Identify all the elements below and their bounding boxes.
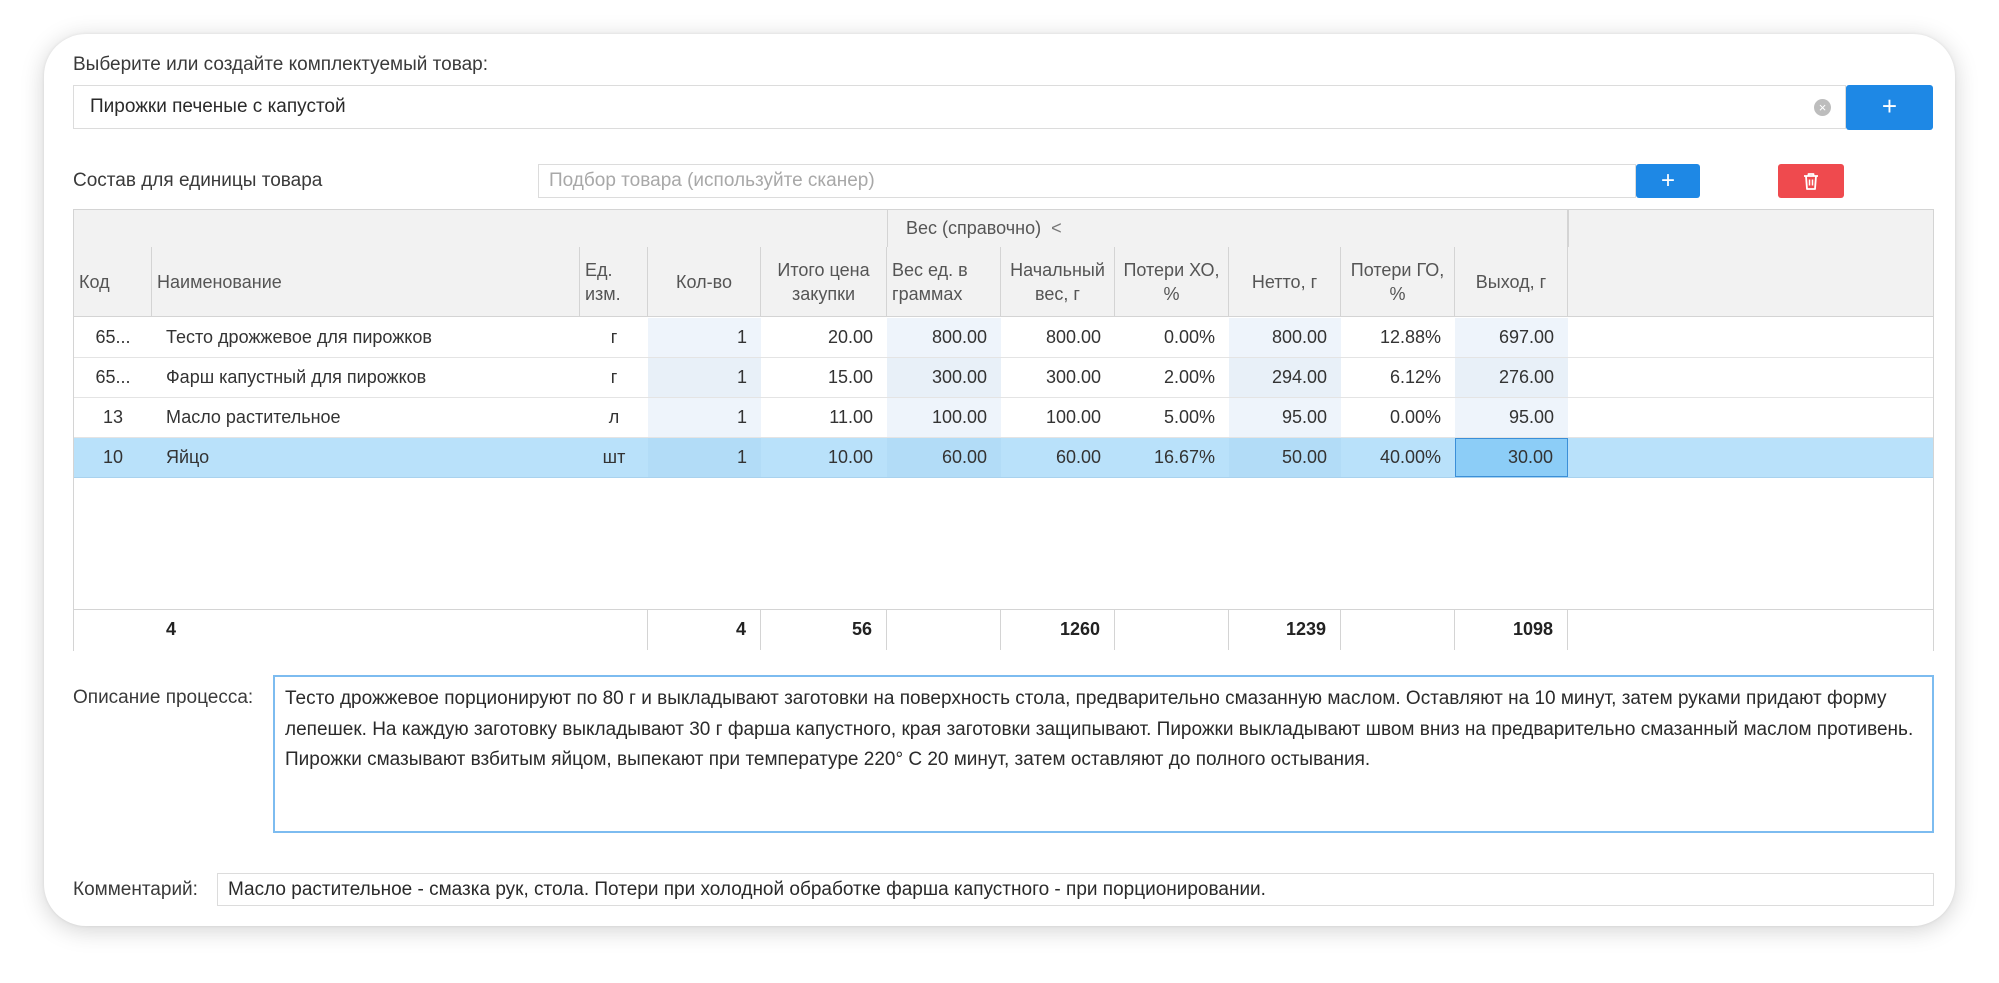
cell-net[interactable]: 294.00: [1229, 358, 1341, 397]
composition-label: Состав для единицы товара: [73, 170, 323, 191]
cell-heat-loss: 0.00%: [1389, 407, 1441, 427]
cell-cold-loss: 5.00%: [1163, 407, 1215, 427]
table-row[interactable]: [74, 398, 1933, 438]
cell-name: Тесто дрожжевое для пирожков: [166, 327, 432, 347]
cell-cold-loss: 2.00%: [1163, 367, 1215, 387]
cell-qty[interactable]: 1: [648, 318, 761, 357]
product-select[interactable]: [73, 85, 1846, 129]
cell-initial-weight: 60.00: [1055, 447, 1101, 467]
col-header-unit-weight[interactable]: Вес ед. в граммах: [887, 247, 1001, 316]
total-spacer: [1115, 609, 1229, 650]
comment-label: Комментарий:: [73, 879, 198, 900]
clear-icon[interactable]: ×: [1814, 99, 1831, 116]
col-header-unit[interactable]: Ед. изм.: [580, 247, 648, 316]
table-row[interactable]: [74, 318, 1933, 358]
cell-total-price: 20.00: [827, 327, 873, 347]
cell-net[interactable]: 50.00: [1229, 438, 1341, 477]
cell-code: 65...: [95, 327, 131, 347]
cell-net[interactable]: 95.00: [1229, 398, 1341, 437]
cell-unit-weight[interactable]: 60.00: [887, 438, 1001, 477]
cell-qty[interactable]: 1: [648, 438, 761, 477]
total-count: 4: [152, 609, 648, 650]
cell-code: 65...: [95, 367, 131, 387]
item-search-input[interactable]: [538, 164, 1636, 198]
cell-qty[interactable]: 1: [648, 358, 761, 397]
cell-unit-weight[interactable]: 300.00: [887, 358, 1001, 397]
cell-name: Масло растительное: [166, 407, 341, 427]
total-qty: 4: [648, 609, 761, 650]
cell-heat-loss: 40.00%: [1379, 447, 1441, 467]
col-header-net[interactable]: Нетто, г: [1229, 247, 1341, 316]
comment-input[interactable]: [217, 873, 1934, 906]
cell-heat-loss: 12.88%: [1379, 327, 1441, 347]
process-label: Описание процесса:: [73, 687, 254, 708]
process-description-textarea[interactable]: Тесто дрожжевое порционируют по 80 г и выкладывают заготовки на поверхность стола, предварительно смазанную маслом. Оставляют на 10 минут, затем руками придают форму лепешек. На каждую заготовку выкладывают 30 г фарша капустного, края заготовки защипывают. Пирожки выкладывают швом вниз на предварительно смазанный маслом противень. Пирожки смазывают взбитым яйцом, выпекают при температуре 220° С 20 минут, затем оставляют до полного остывания.: [273, 675, 1934, 833]
chevron-left-icon[interactable]: <: [1051, 218, 1062, 238]
cell-output-active[interactable]: 30.00: [1455, 438, 1568, 477]
weight-group-header[interactable]: [887, 210, 1568, 247]
plus-icon: +: [1881, 91, 1898, 121]
cell-net[interactable]: 800.00: [1229, 318, 1341, 357]
trash-icon: [1803, 172, 1819, 190]
cell-unit: г: [610, 367, 618, 387]
cell-output[interactable]: 697.00: [1455, 318, 1568, 357]
cell-heat-loss: 6.12%: [1389, 367, 1441, 387]
col-header-cold-loss[interactable]: Потери ХО, %: [1115, 247, 1229, 316]
total-initial-weight: 1260: [1001, 609, 1115, 650]
cell-initial-weight: 100.00: [1045, 407, 1101, 427]
total-spacer: [887, 609, 1001, 650]
comment-text: Масло растительное - смазка рук, стола. Потери при холодной обработке фарша капустного - при порционировании.: [228, 878, 1266, 900]
total-net: 1239: [1229, 609, 1341, 650]
cell-output[interactable]: 276.00: [1455, 358, 1568, 397]
cell-output[interactable]: 95.00: [1455, 398, 1568, 437]
cell-total-price: 11.00: [829, 407, 873, 427]
cell-code: 13: [102, 407, 124, 427]
plus-icon: +: [1660, 167, 1675, 194]
cell-cold-loss: 16.67%: [1153, 447, 1215, 467]
cell-name: Яйцо: [166, 447, 210, 467]
cell-unit: шт: [602, 447, 626, 467]
cell-initial-weight: 800.00: [1045, 327, 1101, 347]
table-row[interactable]: [74, 358, 1933, 398]
cell-unit: л: [608, 407, 620, 427]
product-label: Выберите или создайте комплектуемый товар:: [73, 54, 488, 75]
col-header-code[interactable]: Код: [74, 247, 152, 316]
cell-code: 10: [102, 447, 124, 467]
table-row-selected[interactable]: [74, 438, 1933, 478]
add-product-button[interactable]: [1846, 85, 1933, 130]
cell-cold-loss: 0.00%: [1163, 327, 1215, 347]
cell-qty[interactable]: 1: [648, 398, 761, 437]
col-header-output[interactable]: Выход, г: [1455, 247, 1568, 316]
total-price: 56: [761, 609, 887, 650]
cell-name: Фарш капустный для пирожков: [166, 367, 427, 387]
col-header-heat-loss[interactable]: Потери ГО, %: [1341, 247, 1455, 316]
col-header-qty[interactable]: Кол-во: [648, 247, 761, 316]
column-divider: [1568, 210, 1569, 247]
col-header-name[interactable]: Наименование: [152, 247, 580, 316]
cell-initial-weight: 300.00: [1045, 367, 1101, 387]
add-item-button[interactable]: [1636, 164, 1700, 198]
weight-group-title: Вес (справочно): [906, 218, 1042, 238]
col-header-initial-weight[interactable]: Начальный вес, г: [1001, 247, 1115, 316]
cell-total-price: 15.00: [827, 367, 873, 387]
cell-unit-weight[interactable]: 100.00: [887, 398, 1001, 437]
total-spacer: [1341, 609, 1455, 650]
search-placeholder: Подбор товара (используйте сканер): [549, 170, 875, 191]
cell-unit-weight[interactable]: 800.00: [887, 318, 1001, 357]
delete-item-button[interactable]: [1778, 164, 1844, 198]
product-value: Пирожки печеные с капустой: [90, 96, 346, 117]
cell-total-price: 10.00: [827, 447, 873, 467]
cell-unit: г: [610, 327, 618, 347]
col-header-total-price[interactable]: Итого цена закупки: [761, 247, 887, 316]
total-output: 1098: [1455, 609, 1568, 650]
